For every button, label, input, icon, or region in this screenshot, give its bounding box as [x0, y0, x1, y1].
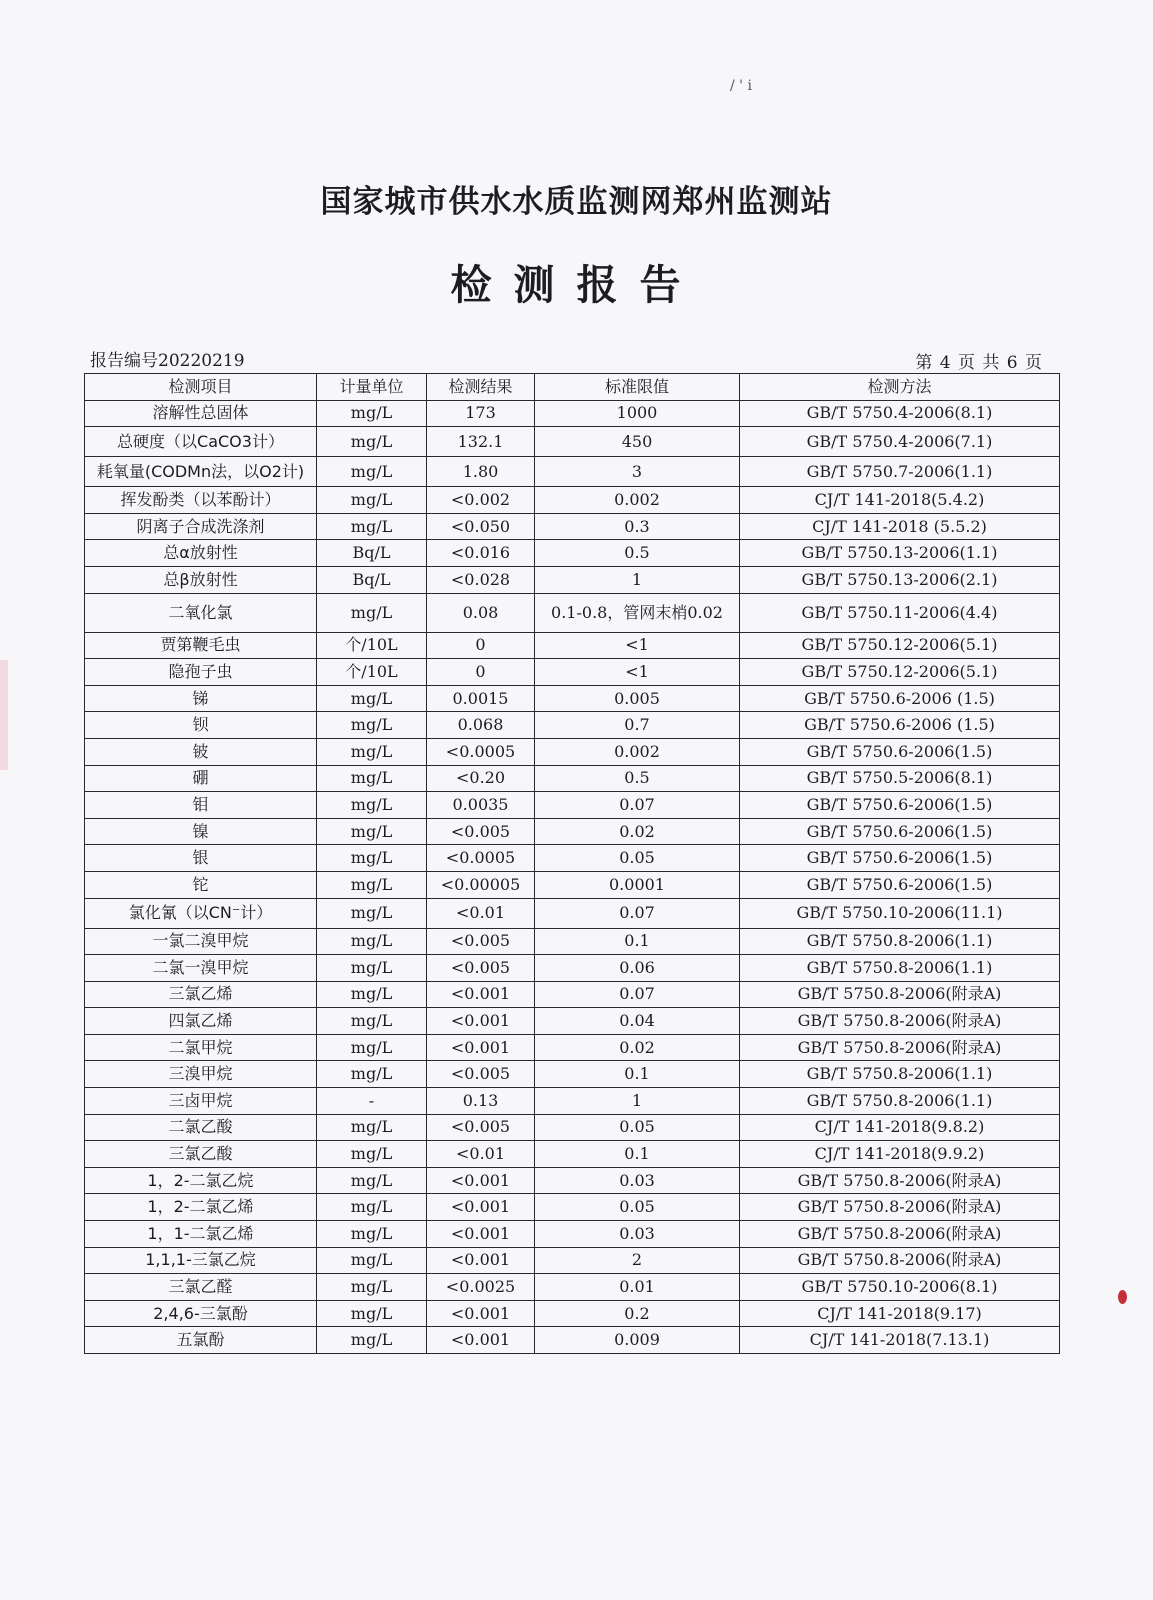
limit-cell: 0.7: [535, 712, 740, 739]
item-cell: 总硬度（以CaCO3计）: [85, 427, 317, 457]
table-row: [85, 1167, 1060, 1194]
unit-cell: Bq/L: [317, 566, 427, 593]
method-cell: GB/T 5750.13-2006(1.1): [740, 540, 1060, 567]
method-cell: GB/T 5750.6-2006(1.5): [740, 792, 1060, 819]
method-cell: GB/T 5750.8-2006(1.1): [740, 928, 1060, 955]
table-row: [85, 1274, 1060, 1301]
result-cell: <0.00005: [427, 871, 535, 898]
unit-cell: mg/L: [317, 1114, 427, 1141]
unit-cell: mg/L: [317, 898, 427, 928]
unit-cell: mg/L: [317, 792, 427, 819]
item-cell: 二氯甲烷: [85, 1034, 317, 1061]
result-cell: <0.001: [427, 1327, 535, 1354]
item-cell: 溶解性总固体: [85, 400, 317, 427]
unit-cell: mg/L: [317, 1327, 427, 1354]
unit-cell: mg/L: [317, 1167, 427, 1194]
item-cell: 一氯二溴甲烷: [85, 928, 317, 955]
method-cell: CJ/T 141-2018(7.13.1): [740, 1327, 1060, 1354]
item-cell: 五氯酚: [85, 1327, 317, 1354]
limit-cell: 0.02: [535, 818, 740, 845]
result-cell: <0.01: [427, 898, 535, 928]
method-cell: GB/T 5750.8-2006(附录A): [740, 1247, 1060, 1274]
limit-cell: 0.04: [535, 1008, 740, 1035]
unit-cell: mg/L: [317, 1008, 427, 1035]
page-number: 第 4 页 共 6 页: [915, 353, 1043, 373]
method-cell: GB/T 5750.6-2006(1.5): [740, 845, 1060, 872]
table-row: [85, 1088, 1060, 1115]
item-cell: 四氯乙烯: [85, 1008, 317, 1035]
method-cell: GB/T 5750.5-2006(8.1): [740, 765, 1060, 792]
table-row: [85, 1061, 1060, 1088]
method-cell: GB/T 5750.8-2006(1.1): [740, 1061, 1060, 1088]
method-cell: GB/T 5750.13-2006(2.1): [740, 566, 1060, 593]
result-cell: <0.005: [427, 955, 535, 982]
table-row: [85, 1008, 1060, 1035]
result-cell: <0.01: [427, 1141, 535, 1168]
result-cell: <0.005: [427, 928, 535, 955]
unit-cell: mg/L: [317, 818, 427, 845]
result-cell: <0.001: [427, 1008, 535, 1035]
item-cell: 镍: [85, 818, 317, 845]
unit-cell: mg/L: [317, 1300, 427, 1327]
limit-cell: 0.1: [535, 1061, 740, 1088]
unit-cell: mg/L: [317, 427, 427, 457]
result-cell: <0.20: [427, 765, 535, 792]
item-cell: 铊: [85, 871, 317, 898]
table-row: [85, 898, 1060, 928]
item-cell: 硼: [85, 765, 317, 792]
table-row: [85, 1221, 1060, 1248]
item-cell: 三氯乙醛: [85, 1274, 317, 1301]
item-cell: 挥发酚类（以苯酚计）: [85, 487, 317, 514]
method-cell: GB/T 5750.6-2006(1.5): [740, 738, 1060, 765]
item-cell: 2,4,6-三氯酚: [85, 1300, 317, 1327]
limit-cell: 0.5: [535, 765, 740, 792]
method-cell: GB/T 5750.6-2006 (1.5): [740, 685, 1060, 712]
column-header-method: 检测方法: [740, 374, 1060, 401]
method-cell: GB/T 5750.6-2006 (1.5): [740, 712, 1060, 739]
report-number: 报告编号20220219: [90, 351, 245, 371]
table-row: [85, 540, 1060, 567]
unit-cell: mg/L: [317, 765, 427, 792]
result-cell: <0.0005: [427, 845, 535, 872]
result-cell: <0.001: [427, 1221, 535, 1248]
unit-cell: mg/L: [317, 487, 427, 514]
column-header-unit: 计量单位: [317, 374, 427, 401]
table-row: [85, 792, 1060, 819]
unit-cell: mg/L: [317, 1034, 427, 1061]
item-cell: 银: [85, 845, 317, 872]
table-row: [85, 818, 1060, 845]
table-row: [85, 955, 1060, 982]
item-cell: 总α放射性: [85, 540, 317, 567]
table-row: [85, 427, 1060, 457]
result-cell: 0: [427, 632, 535, 659]
unit-cell: mg/L: [317, 685, 427, 712]
unit-cell: Bq/L: [317, 540, 427, 567]
method-cell: GB/T 5750.8-2006(附录A): [740, 1194, 1060, 1221]
method-cell: CJ/T 141-2018(9.8.2): [740, 1114, 1060, 1141]
unit-cell: -: [317, 1088, 427, 1115]
unit-cell: mg/L: [317, 712, 427, 739]
item-cell: 总β放射性: [85, 566, 317, 593]
unit-cell: mg/L: [317, 400, 427, 427]
limit-cell: 1: [535, 1088, 740, 1115]
table-row: [85, 457, 1060, 487]
table-row: [85, 1141, 1060, 1168]
unit-cell: mg/L: [317, 1221, 427, 1248]
limit-cell: 0.009: [535, 1327, 740, 1354]
result-cell: 132.1: [427, 427, 535, 457]
limit-cell: 2: [535, 1247, 740, 1274]
item-cell: 1，1-二氯乙烯: [85, 1221, 317, 1248]
unit-cell: mg/L: [317, 457, 427, 487]
method-cell: GB/T 5750.6-2006(1.5): [740, 871, 1060, 898]
result-cell: <0.001: [427, 981, 535, 1008]
item-cell: 三溴甲烷: [85, 1061, 317, 1088]
item-cell: 二氯乙酸: [85, 1114, 317, 1141]
item-cell: 二氯一溴甲烷: [85, 955, 317, 982]
limit-cell: <1: [535, 632, 740, 659]
method-cell: GB/T 5750.7-2006(1.1): [740, 457, 1060, 487]
table-row: [85, 738, 1060, 765]
result-cell: 0.08: [427, 593, 535, 632]
result-cell: <0.002: [427, 487, 535, 514]
method-cell: GB/T 5750.8-2006(附录A): [740, 1034, 1060, 1061]
unit-cell: 个/10L: [317, 632, 427, 659]
table-row: [85, 1194, 1060, 1221]
table-row: [85, 659, 1060, 686]
table-row: [85, 593, 1060, 632]
table-row: [85, 1114, 1060, 1141]
limit-cell: 0.05: [535, 1194, 740, 1221]
table-row: [85, 1327, 1060, 1354]
limit-cell: 0.03: [535, 1221, 740, 1248]
column-header-item: 检测项目: [85, 374, 317, 401]
limit-cell: 0.07: [535, 792, 740, 819]
result-cell: <0.028: [427, 566, 535, 593]
result-cell: 173: [427, 400, 535, 427]
result-cell: <0.016: [427, 540, 535, 567]
limit-cell: 1000: [535, 400, 740, 427]
unit-cell: mg/L: [317, 513, 427, 540]
scan-edge-mark: [0, 660, 8, 770]
item-cell: 贾第鞭毛虫: [85, 632, 317, 659]
limit-cell: 0.05: [535, 1114, 740, 1141]
document-title: 检测报告: [450, 261, 703, 309]
result-cell: 1.80: [427, 457, 535, 487]
limit-cell: 3: [535, 457, 740, 487]
limit-cell: <1: [535, 659, 740, 686]
result-cell: <0.001: [427, 1194, 535, 1221]
method-cell: GB/T 5750.4-2006(7.1): [740, 427, 1060, 457]
item-cell: 锑: [85, 685, 317, 712]
method-cell: CJ/T 141-2018(9.9.2): [740, 1141, 1060, 1168]
org-title: 国家城市供水水质监测网郑州监测站: [320, 184, 833, 220]
unit-cell: mg/L: [317, 981, 427, 1008]
scan-mark: / ' i: [730, 78, 752, 94]
result-cell: 0: [427, 659, 535, 686]
table-row: [85, 845, 1060, 872]
limit-cell: 0.5: [535, 540, 740, 567]
limit-cell: 1: [535, 566, 740, 593]
table-row: [85, 712, 1060, 739]
unit-cell: mg/L: [317, 593, 427, 632]
result-cell: <0.001: [427, 1300, 535, 1327]
method-cell: CJ/T 141-2018(5.4.2): [740, 487, 1060, 514]
unit-cell: mg/L: [317, 871, 427, 898]
item-cell: 三卤甲烷: [85, 1088, 317, 1115]
item-cell: 隐孢子虫: [85, 659, 317, 686]
method-cell: CJ/T 141-2018(9.17): [740, 1300, 1060, 1327]
table-row: [85, 400, 1060, 427]
table-row: [85, 1300, 1060, 1327]
result-cell: <0.005: [427, 1114, 535, 1141]
limit-cell: 0.3: [535, 513, 740, 540]
limit-cell: 0.05: [535, 845, 740, 872]
result-cell: 0.0035: [427, 792, 535, 819]
test-results-table: [84, 373, 1060, 1354]
item-cell: 1，2-二氯乙烯: [85, 1194, 317, 1221]
limit-cell: 0.06: [535, 955, 740, 982]
limit-cell: 0.03: [535, 1167, 740, 1194]
item-cell: 1，2-二氯乙烷: [85, 1167, 317, 1194]
table-row: [85, 513, 1060, 540]
table-row: [85, 632, 1060, 659]
limit-cell: 0.002: [535, 487, 740, 514]
method-cell: GB/T 5750.10-2006(11.1): [740, 898, 1060, 928]
method-cell: GB/T 5750.12-2006(5.1): [740, 632, 1060, 659]
method-cell: GB/T 5750.6-2006(1.5): [740, 818, 1060, 845]
item-cell: 阴离子合成洗涤剂: [85, 513, 317, 540]
result-cell: <0.0025: [427, 1274, 535, 1301]
limit-cell: 0.07: [535, 898, 740, 928]
item-cell: 铍: [85, 738, 317, 765]
method-cell: GB/T 5750.11-2006(4.4): [740, 593, 1060, 632]
unit-cell: 个/10L: [317, 659, 427, 686]
limit-cell: 0.07: [535, 981, 740, 1008]
result-cell: <0.001: [427, 1247, 535, 1274]
method-cell: GB/T 5750.8-2006(1.1): [740, 1088, 1060, 1115]
limit-cell: 450: [535, 427, 740, 457]
unit-cell: mg/L: [317, 928, 427, 955]
result-cell: <0.001: [427, 1167, 535, 1194]
method-cell: GB/T 5750.10-2006(8.1): [740, 1274, 1060, 1301]
result-cell: 0.13: [427, 1088, 535, 1115]
limit-cell: 0.02: [535, 1034, 740, 1061]
item-cell: 二氧化氯: [85, 593, 317, 632]
unit-cell: mg/L: [317, 1061, 427, 1088]
ink-dot: [1118, 1290, 1127, 1304]
item-cell: 氯化氰（以CN⁻计）: [85, 898, 317, 928]
limit-cell: 0.2: [535, 1300, 740, 1327]
unit-cell: mg/L: [317, 738, 427, 765]
limit-cell: 0.1-0.8，管网末梢0.02: [535, 593, 740, 632]
table-row: [85, 566, 1060, 593]
method-cell: GB/T 5750.8-2006(附录A): [740, 1167, 1060, 1194]
item-cell: 钡: [85, 712, 317, 739]
table-body: [85, 400, 1060, 1353]
result-cell: <0.050: [427, 513, 535, 540]
table-row: [85, 685, 1060, 712]
unit-cell: mg/L: [317, 1247, 427, 1274]
result-cell: <0.0005: [427, 738, 535, 765]
table-row: [85, 1247, 1060, 1274]
table-row: [85, 487, 1060, 514]
limit-cell: 0.01: [535, 1274, 740, 1301]
table-row: [85, 981, 1060, 1008]
method-cell: GB/T 5750.12-2006(5.1): [740, 659, 1060, 686]
limit-cell: 0.005: [535, 685, 740, 712]
method-cell: GB/T 5750.8-2006(附录A): [740, 1221, 1060, 1248]
table-row: [85, 928, 1060, 955]
column-header-result: 检测结果: [427, 374, 535, 401]
table-row: [85, 765, 1060, 792]
result-cell: <0.005: [427, 818, 535, 845]
result-cell: 0.068: [427, 712, 535, 739]
limit-cell: 0.1: [535, 1141, 740, 1168]
method-cell: GB/T 5750.4-2006(8.1): [740, 400, 1060, 427]
result-cell: 0.0015: [427, 685, 535, 712]
item-cell: 1,1,1-三氯乙烷: [85, 1247, 317, 1274]
unit-cell: mg/L: [317, 1274, 427, 1301]
method-cell: CJ/T 141-2018 (5.5.2): [740, 513, 1060, 540]
item-cell: 钼: [85, 792, 317, 819]
method-cell: GB/T 5750.8-2006(1.1): [740, 955, 1060, 982]
item-cell: 耗氧量(CODMn法，以O2计): [85, 457, 317, 487]
unit-cell: mg/L: [317, 1194, 427, 1221]
method-cell: GB/T 5750.8-2006(附录A): [740, 1008, 1060, 1035]
result-cell: <0.001: [427, 1034, 535, 1061]
limit-cell: 0.0001: [535, 871, 740, 898]
item-cell: 三氯乙酸: [85, 1141, 317, 1168]
table-row: [85, 1034, 1060, 1061]
column-header-limit: 标准限值: [535, 374, 740, 401]
unit-cell: mg/L: [317, 845, 427, 872]
table-row: [85, 871, 1060, 898]
limit-cell: 0.002: [535, 738, 740, 765]
unit-cell: mg/L: [317, 1141, 427, 1168]
result-cell: <0.005: [427, 1061, 535, 1088]
item-cell: 三氯乙烯: [85, 981, 317, 1008]
limit-cell: 0.1: [535, 928, 740, 955]
table-header-row: [85, 374, 1060, 401]
method-cell: GB/T 5750.8-2006(附录A): [740, 981, 1060, 1008]
unit-cell: mg/L: [317, 955, 427, 982]
